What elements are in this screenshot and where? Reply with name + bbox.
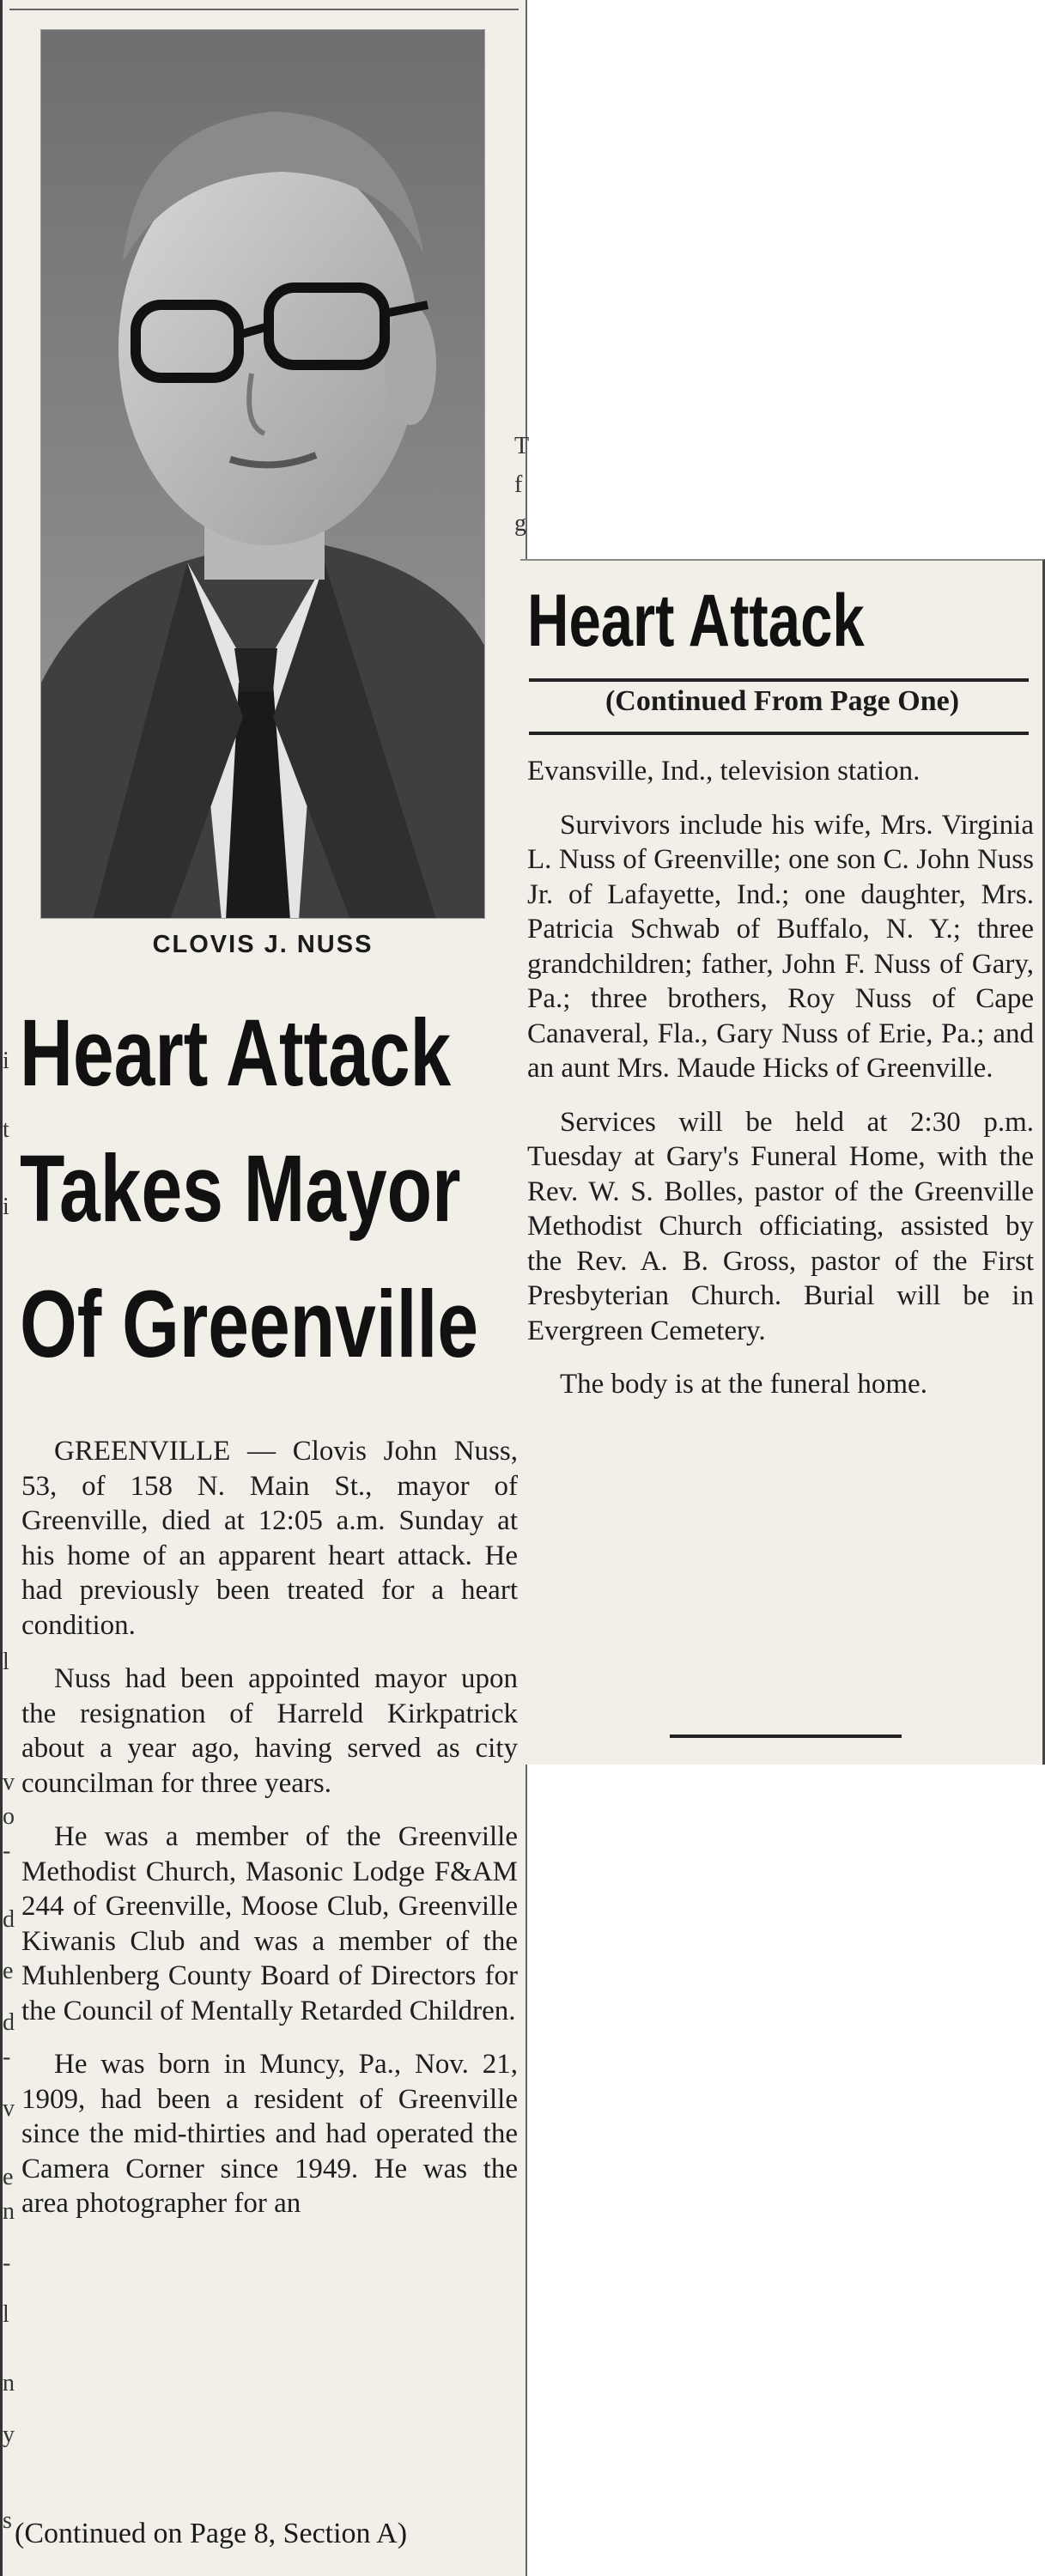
margin-fragment: v <box>3 1769 15 1795</box>
jump-body <box>527 754 1034 1421</box>
margin-fragment: v <box>3 2095 15 2122</box>
jump-paragraph: Services will be held at 2:30 p.m. Tuesday at Gary's Funeral Home, with the Rev. W. S. Bolles, pastor of the Greenville Methodist Church officiating, assisted by the Rev. A. B. Gross, pastor of the First Presbyterian Church. Burial will be in Evergreen Cemetery. <box>527 1106 1034 1346</box>
article-paragraph: He was a member of the Greenville Methodist Church, Masonic Lodge F&AM 244 of Greenville, Moose Club, Greenville Kiwanis Club and was a member of the Muhlenberg County Board of Directors for the Council of Mentally Retarded Children. <box>21 1821 518 2026</box>
article-paragraph: He was born in Muncy, Pa., Nov. 21, 1909, had been a resident of Greenville since the mid-thirties and had operated the Camera Corner since 1949. He was the area photographer for an <box>21 2049 518 2219</box>
jump-paragraph: Evansville, Ind., television station. <box>527 756 920 787</box>
headline-line-1: Heart Attack <box>20 1000 452 1106</box>
margin-fragment: e <box>3 2164 14 2190</box>
margin-fragment: n <box>3 2370 15 2397</box>
margin-fragment: o <box>3 1803 15 1830</box>
margin-fragment: y <box>3 2421 15 2448</box>
top-rule <box>9 9 519 10</box>
photo-caption: CLOVIS J. NUSS <box>152 931 374 958</box>
margin-fragment: l <box>3 2301 9 2328</box>
portrait-illustration <box>41 30 485 919</box>
continued-from-note: (Continued From Page One) <box>605 685 960 717</box>
margin-fragment: i <box>3 1048 9 1074</box>
margin-fragment: f <box>514 471 523 498</box>
headline-line-3: Of Greenville <box>20 1272 479 1377</box>
jump-paragraph: The body is at the funeral home. <box>560 1369 927 1400</box>
continued-on-note: (Continued on Page 8, Section A) <box>15 2518 408 2549</box>
end-rule <box>670 1735 902 1738</box>
margin-fragment: i <box>3 1194 9 1220</box>
article-paragraph: GREENVILLE — Clovis John Nuss, 53, of 158 N. Main St., mayor of Greenville, died at 12:05 a.m. Sunday at his home of an apparent heart attack. He had previously been treated for a heart condition. <box>21 1436 518 1641</box>
headline-line-2: Takes Mayor <box>20 1136 461 1242</box>
left-margin-fragments <box>3 1048 13 2542</box>
margin-fragment: t <box>3 1116 9 1143</box>
jump-paragraph: Survivors include his wife, Mrs. Virginia L. Nuss of Greenville; one son C. John Nuss Jr. of Lafayette, Ind.; one daughter, Mrs. Patricia Schwab of Buffalo, N. Y.; three grandchildren; father, John F. Nuss of Gary, Pa.; three brothers, Roy Nuss of Cape Canaveral, Fla., Gary Nuss of Erie, Pa.; and an aunt Mrs. Maude Hicks of Greenville. <box>527 809 1034 1084</box>
margin-fragment: d <box>3 1906 15 1933</box>
margin-fragment: g <box>514 510 526 537</box>
margin-fragment: s <box>3 2507 12 2534</box>
article-paragraph: Nuss had been appointed mayor upon the resignation of Harreld Kirkpatrick about a year ago, having served as city councilman for three years. <box>21 1663 518 1799</box>
jump-headline: Heart Attack <box>527 580 865 662</box>
margin-fragment: d <box>3 2009 15 2036</box>
jump-rule-top <box>529 678 1029 682</box>
margin-fragment: n <box>3 2198 15 2225</box>
right-margin-fragments <box>514 433 530 562</box>
margin-fragment: T <box>514 433 530 459</box>
margin-fragment: e <box>3 1958 14 1984</box>
article-body <box>21 1434 518 2240</box>
jump-rule-bottom <box>529 732 1029 735</box>
margin-fragment: - <box>3 1838 11 1864</box>
margin-fragment: l <box>3 1649 9 1675</box>
margin-fragment: - <box>3 2250 11 2276</box>
margin-fragment: - <box>3 2044 11 2070</box>
portrait-photo <box>40 29 485 919</box>
